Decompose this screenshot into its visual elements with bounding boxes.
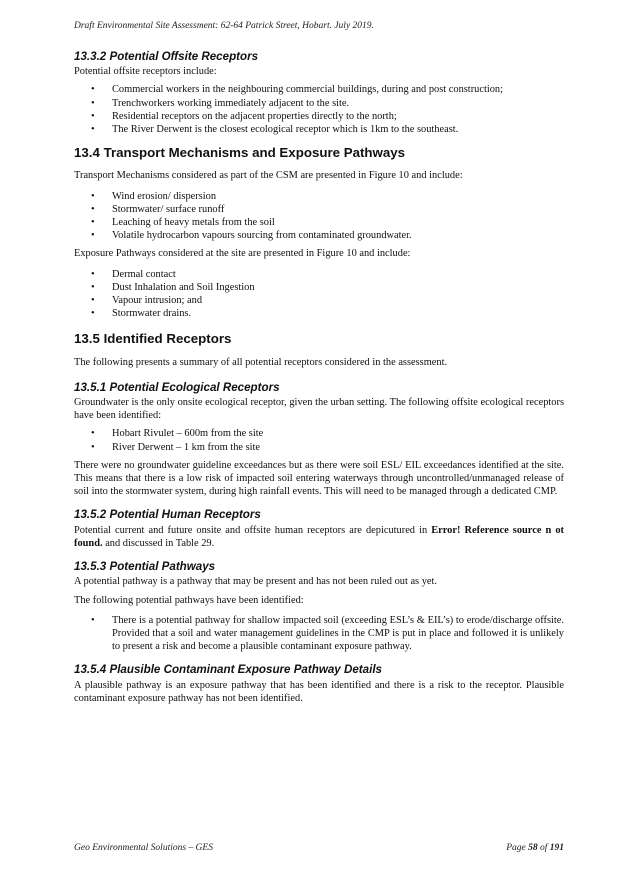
offsite-intro: Potential offsite receptors include: (74, 66, 217, 78)
heading-13-5-2: 13.5.2 Potential Human Receptors (74, 508, 261, 522)
heading-13-4: 13.4 Transport Mechanisms and Exposure Pathways (74, 145, 406, 161)
text-run: and discussed in Table 29. (102, 537, 215, 549)
list-item: • Residential receptors on the adjacent properties directly to the north; (112, 110, 564, 123)
heading-13-5-3: 13.5.3 Potential Pathways (74, 560, 216, 574)
list-item: • Hobart Rivulet – 600m from the site (112, 427, 564, 440)
heading-13-5: 13.5 Identified Receptors (74, 331, 232, 347)
page-of: of (537, 843, 550, 853)
list-item: • Commercial workers in the neighbouring commercial buildings, during and post construction; (112, 83, 564, 96)
footer-company: Geo Environmental Solutions – GES (74, 843, 213, 853)
list-item: • Trenchworkers working immediately adjacent to the site. (112, 97, 564, 110)
exposure-pathway-list (74, 268, 564, 321)
plausible-paragraph: A plausible pathway is an exposure pathway that has been identified and there is a risk to the receptor. Plausible contaminant exposure pathway has not been identified. (74, 679, 564, 704)
list-item: • Leaching of heavy metals from the soil (112, 216, 564, 229)
receptors-intro: The following presents a summary of all potential receptors considered in the assessment. (74, 356, 448, 368)
exposure-intro: Exposure Pathways considered at the site are presented in Figure 10 and include: (74, 248, 411, 260)
list-item: • The River Derwent is the closest ecological receptor which is 1km to the southeast. (112, 123, 564, 136)
text-run: Potential current and future onsite and offsite human receptors are depicutured in (74, 524, 432, 536)
page-prefix: Page (506, 843, 529, 853)
list-item: • Stormwater drains. (112, 307, 564, 320)
total-pages: 191 (549, 843, 564, 853)
current-page: 58 (528, 843, 538, 853)
list-item: • Volatile hydrocarbon vapours sourcing from contaminated groundwater. (112, 229, 564, 242)
ecological-receptor-list (74, 427, 564, 453)
heading-13-5-1: 13.5.1 Potential Ecological Receptors (74, 380, 280, 394)
offsite-receptor-list (74, 83, 564, 136)
human-receptors-paragraph (74, 524, 564, 550)
list-item: • Vapour intrusion; and (112, 294, 564, 307)
heading-13-5-4: 13.5.4 Plausible Contaminant Exposure Pathway Details (74, 663, 382, 677)
ecological-paragraph-2: There were no groundwater guideline exceedances but as there were soil ESL/ EIL exceedances identified at the site. This means that there is a low risk of impacted soil entering waterways through uncontrolled/unmanaged release of soil into the stormwater system, during high rainfall events. This will need to be managed through a dedicated CMP. (74, 459, 564, 498)
heading-13-3-2: 13.3.2 Potential Offsite Receptors (74, 50, 259, 63)
page-number (506, 843, 564, 853)
pathway-list (74, 614, 564, 654)
list-item: • Dermal contact (112, 268, 564, 281)
page-footer (74, 843, 564, 853)
page-content (74, 50, 564, 705)
list-item: • Stormwater/ surface runoff (112, 203, 564, 216)
page-header: Draft Environmental Site Assessment: 62-64 Patrick Street, Hobart. July 2019. (74, 21, 374, 31)
reference-error-text: Error! Reference source n ot found. (74, 524, 564, 549)
list-item: • Dust Inhalation and Soil Ingestion (112, 281, 564, 294)
list-item: • River Derwent – 1 km from the site (112, 441, 564, 454)
transport-intro: Transport Mechanisms considered as part of the CSM are presented in Figure 10 and include: (74, 170, 463, 182)
pathways-paragraph-2: The following potential pathways have been identified: (74, 594, 304, 606)
list-item: • Wind erosion/ dispersion (112, 190, 564, 203)
ecological-paragraph-1: Groundwater is the only onsite ecological receptor, given the urban setting. The following offsite ecological receptors have been identified: (74, 397, 564, 422)
transport-mechanism-list (74, 190, 564, 243)
pathways-paragraph-1: A potential pathway is a pathway that may be present and has not been ruled out as yet. (74, 576, 437, 588)
list-item: • There is a potential pathway for shallow impacted soil (exceeding ESL’s & EIL’s) to erode/discharge offsite. Provided that a soil and water management guidelines in the CMP is put in place and followed it is unlikely to present a risk and become a plausible contaminant exposure pathway. (112, 614, 564, 654)
